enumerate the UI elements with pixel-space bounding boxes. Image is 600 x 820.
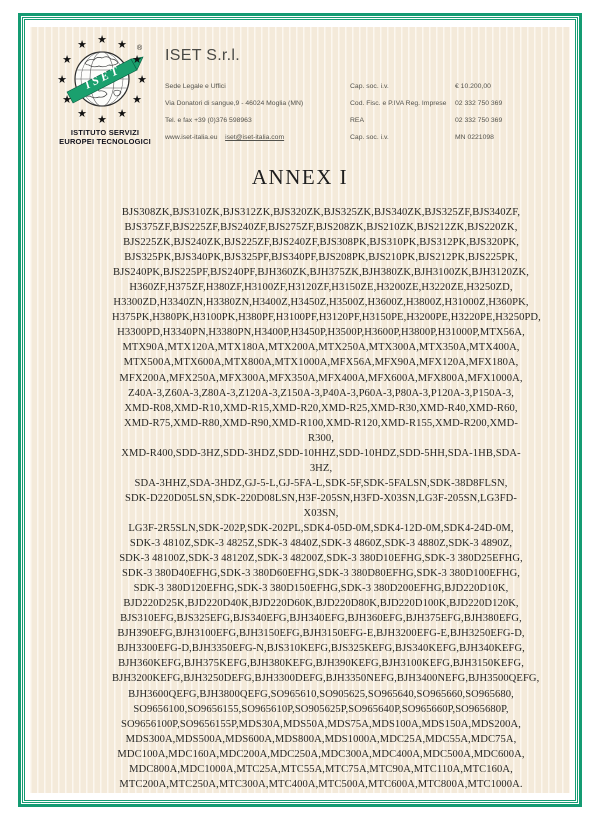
- model-line: BJH3200KEFG,BJH3250DEFG,BJH3300DEFG,BJH3350NEFG,BJH3400NEFG,BJH3500QEFG,: [112, 673, 540, 685]
- svg-text:★: ★: [62, 53, 72, 66]
- model-line: MTX500A,MTX600A,MTX800A,MTX1000A,MFX56A,MFX90A,MFX120A,MFX180A,: [123, 357, 519, 369]
- model-line: BJS375ZF,BJS225ZF,BJS240ZF,BJS275ZF,BJS208ZK,BJS210ZK,BJS212ZK,BJS220ZK,: [124, 222, 518, 234]
- iset-logo-icon: [52, 33, 152, 127]
- model-line: H375PK,H380PK,H3100PK,H380PF,H3100PF,H3120PF,H3150PE,H3200PE,H3220PE,H3250PD,: [112, 312, 541, 324]
- svg-text:★: ★: [62, 93, 72, 106]
- model-line: BJD220D25K,BJD220D40K,BJD220D60K,BJD220D80K,BJD220D100K,BJD220D120K,: [123, 598, 519, 610]
- svg-text:★: ★: [97, 113, 107, 126]
- svg-text:★: ★: [77, 107, 87, 120]
- contact-value: 02 332 750 369: [455, 100, 503, 107]
- model-line: MFX200A,MFX250A,MFX300A,MFX350A,MFX400A,MFX600A,MFX800A,MFX1000A,: [119, 372, 523, 384]
- logo-caption-line2: EUROPEI TECNOLOGICI: [59, 136, 151, 146]
- contact-left: [165, 134, 350, 141]
- contact-row: [165, 95, 557, 112]
- model-line: BJH390EFG,BJH3100EFG,BJH3150EFG,BJH3150EFG-E,BJH3200EFG-E,BJH3250EFG-D,: [117, 628, 525, 640]
- svg-text:★: ★: [57, 73, 67, 86]
- model-line: MDC800A,MDC1000A,MTC25A,MTC55A,MTC75A,MTC90A,MTC110A,MTC160A,: [129, 763, 513, 775]
- model-line: BJS240PK,BJS225PF,BJS240PF,BJH360ZK,BJH375ZK,BJH380ZK,BJH3100ZK,BJH3120ZK,: [113, 267, 529, 279]
- svg-text:★: ★: [137, 73, 147, 86]
- model-line: BJH3300EFG-D,BJH3350EFG-N,BJS310KEFG,BJS325KEFG,BJS340KEFG,BJH340KEFG,: [117, 643, 525, 655]
- contact-label: Cod. Fisc. e P.IVA Reg. Imprese: [350, 100, 447, 107]
- model-line: SO9656100,SO9656155,SO965610P,SO905625P,SO965640P,SO965660P,SO965680P,: [133, 703, 509, 715]
- svg-text:ISET: ISET: [82, 62, 124, 92]
- model-line: BJS310EFG,BJS325EFG,BJS340EFG,BJH340EFG,BJH360EFG,BJH375EFG,BJH380EFG,: [120, 613, 522, 625]
- contact-left: Sede Legale e Uffici: [165, 83, 226, 90]
- model-line: BJH3600QEFG,BJH3800QEFG,SO965610,SO905625,SO965640,SO965660,SO965680,: [128, 688, 514, 700]
- model-line: BJS308ZK,BJS310ZK,BJS312ZK,BJS320ZK,BJS325ZK,BJS340ZK,BJS325ZF,BJS340ZF,: [121, 207, 521, 218]
- model-line: XMD-R400,SDD-3HZ,SDD-3HDZ,SDD-10HHZ,SDD-10HDZ,SDD-5HH,SDA-1HB,SDA-3HZ,: [121, 447, 521, 474]
- model-line: H3300ZD,H3340ZN,H3380ZN,H3400Z,H3450Z,H3500Z,H3600Z,H3800Z,H31000Z,H360PK,: [113, 297, 529, 309]
- model-line: SDK-D220D05LSN,SDK-220D08LSN,H3F-205SN,H3FD-X03SN,LG3F-205SN,LG3FD-X03SN,: [125, 492, 517, 519]
- model-line: BJS225ZK,BJS240ZK,BJS225ZF,BJS240ZF,BJS308PK,BJS310PK,BJS312PK,BJS320PK,: [123, 237, 519, 249]
- contact-grid: [165, 78, 557, 146]
- contact-label: Cap. soc. i.v.: [350, 83, 389, 90]
- website-text: www.iset-italia.eu: [165, 134, 218, 141]
- contact-label: REA: [350, 117, 364, 124]
- contact-row: [165, 129, 557, 146]
- logo-caption-line1: ISTITUTO SERVIZI: [70, 128, 140, 137]
- iset-logo: [30, 33, 151, 153]
- registered-mark-icon: ®: [137, 45, 143, 52]
- svg-text:★: ★: [132, 93, 142, 106]
- annex-title: ANNEX I: [251, 165, 349, 189]
- contact-row: [165, 112, 557, 129]
- model-line: SDK-3 4810Z,SDK-3 4825Z,SDK-3 4840Z,SDK-3 4860Z,SDK-3 4880Z,SDK-3 4890Z,: [129, 538, 513, 550]
- model-line: SDK-3 48100Z,SDK-3 48120Z,SDK-3 48200Z,SDK-3 380D10EFHG,SDK-3 380D25EFHG,: [119, 553, 523, 565]
- model-line: H360ZF,H375ZF,H380ZF,H3100ZF,H3120ZF,H3150ZE,H3200ZE,H3220ZE,H3250ZD,: [129, 282, 513, 294]
- model-line: SO9656100P,SO9656155P,MDS30A,MDS50A,MDS75A,MDS100A,MDS150A,MDS200A,: [121, 718, 521, 730]
- contact-value: € 10.200,00: [455, 83, 491, 90]
- model-line: XMD-R75,XMD-R80,XMD-R90,XMD-R100,XMD-R120,XMD-R155,XMD-R200,XMD-R300,: [123, 417, 518, 444]
- svg-text:★: ★: [117, 38, 127, 51]
- contact-left: Tel. e fax +39 (0)376 598963: [165, 117, 252, 124]
- svg-text:★: ★: [132, 53, 142, 66]
- model-line: BJS325PK,BJS340PK,BJS325PF,BJS340PF,BJS208PK,BJS210PK,BJS212PK,BJS225PK,: [124, 252, 518, 264]
- svg-text:★: ★: [117, 107, 127, 120]
- svg-text:★: ★: [97, 33, 107, 46]
- model-line: MDC100A,MDC160A,MDC200A,MDC250A,MDC300A,MDC400A,MDC500A,MDC600A,: [117, 748, 525, 760]
- svg-text:★: ★: [77, 38, 87, 51]
- model-line: BJH360KEFG,BJH375KEFG,BJH380KEFG,BJH390KEFG,BJH3100KEFG,BJH3150KEFG,: [118, 658, 524, 670]
- model-line: MTX90A,MTX120A,MTX180A,MTX200A,MTX250A,MTX300A,MTX350A,MTX400A,: [122, 342, 520, 354]
- contact-label: Cap. soc. i.v.: [350, 134, 389, 141]
- model-line: XMD-R08,XMD-R10,XMD-R15,XMD-R20,XMD-R25,XMD-R30,XMD-R40,XMD-R60,: [124, 402, 518, 414]
- model-line: SDA-3HHZ,SDA-3HDZ,GJ-5-L,GJ-5FA-L,SDK-5F,SDK-5FALSN,SDK-38D8FLSN,: [134, 477, 508, 489]
- contact-value: MN 0221098: [455, 134, 494, 141]
- model-list: [112, 205, 541, 792]
- contact-row: [165, 78, 557, 95]
- email-link[interactable]: iset@iset-italia.com: [225, 134, 285, 141]
- model-line: LG3F-2R5SLN,SDK-202P,SDK-202PL,SDK4-05D-0M,SDK4-12D-0M,SDK4-24D-0M,: [128, 522, 514, 534]
- logo-caption: [30, 129, 180, 146]
- model-line: SDK-3 380D120EFHG,SDK-3 380D150EFHG,SDK-3 380D200EFHG,BJD220D10K,: [133, 583, 509, 595]
- contact-left: Via Donatori di sangue,9 - 46024 Moglia (MN): [165, 100, 304, 107]
- model-line: SDK-3 380D40EFHG,SDK-3 380D60EFHG,SDK-3 380D80EFHG,SDK-3 380D100EFHG,: [121, 568, 521, 580]
- company-name: ISET S.r.l.: [165, 47, 241, 64]
- model-line: H3300PD,H3340PN,H3380PN,H3400P,H3450P,H3500P,H3600P,H3800P,H31000P,MTX56A,: [117, 327, 525, 339]
- model-line: MDS300A,MDS500A,MDS600A,MDS800A,MDS1000A,MDC25A,MDC55A,MDC75A,: [125, 733, 517, 745]
- contact-value: 02 332 750 369: [455, 117, 503, 124]
- model-line: Z40A-3,Z60A-3,Z80A-3,Z120A-3,Z150A-3,P40A-3,P60A-3,P80A-3,P120A-3,P150A-3,: [128, 387, 514, 399]
- model-line: MTC200A,MTC250A,MTC300A,MTC400A,MTC500A,MTC600A,MTC800A,MTC1000A.: [119, 778, 523, 790]
